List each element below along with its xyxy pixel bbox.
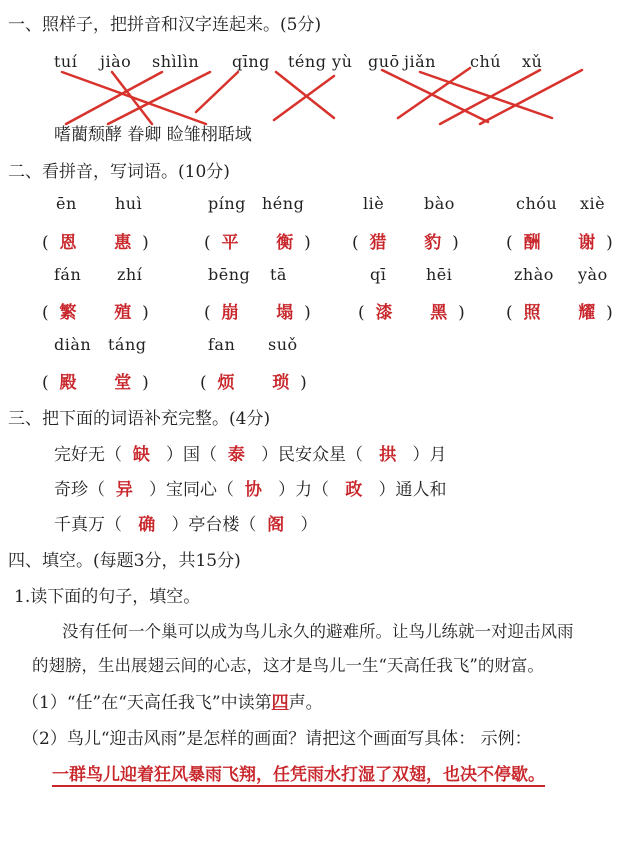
py-beng: bēng — [208, 265, 251, 284]
passage-line-1: 没有任何一个巢可以成为鸟儿永久的避难所。让鸟儿练就一对迎击风雨 — [62, 622, 574, 641]
py-dian: diàn — [54, 335, 92, 354]
answer-qihei: ( 漆 黑 ) — [358, 303, 465, 323]
match-line-1 — [62, 72, 206, 124]
answer-liebao: ( 猎 豹 ) — [352, 233, 459, 253]
passage-line-2: 的翅膀，生出展翅云间的心志，这才是鸟儿一生“天高任我飞”的财富。 — [32, 656, 544, 675]
py-bao: bào — [424, 194, 455, 213]
pinyin-tengyu: téng yù — [288, 52, 353, 71]
py-en: ēn — [56, 194, 77, 213]
answer-zhaoyao: ( 照 耀 ) — [506, 303, 613, 323]
py-zhao: zhào — [514, 265, 554, 284]
idiom-line-1: 完好无（ 缺 ）国（ 泰 ）民安众星（ 拱 ）月 — [54, 445, 447, 465]
py-tang: táng — [108, 335, 147, 354]
py-hei: hēi — [426, 265, 453, 284]
py-qi: qī — [370, 265, 387, 284]
pinyin-guo: guō — [368, 52, 400, 71]
py-ta: tā — [270, 265, 287, 284]
section2-heading: 二、看拼音，写词语。(10分) — [8, 162, 230, 182]
py-lie: liè — [363, 194, 385, 213]
match-line-7 — [274, 76, 334, 120]
answer-pingheng: ( 平 衡 ) — [204, 233, 311, 253]
pinyin-jian: jiǎn — [404, 52, 436, 71]
py-zhi: zhí — [117, 265, 143, 284]
pinyin-qing: qīng — [232, 52, 270, 71]
answer-fansuo: ( 烦 琐 ) — [200, 373, 307, 393]
idiom-line-3: 千真万（ 确 ）亭台楼（ 阁 ） — [54, 515, 318, 535]
section1-heading: 一、照样子，把拼音和汉字连起来。(5分) — [8, 15, 322, 35]
answer-sentence: 一群鸟儿迎着狂风暴雨飞翔，任凭雨水打湿了双翅，也决不停歇。 — [52, 765, 545, 785]
py-heng: héng — [262, 194, 305, 213]
py-chou: chóu — [516, 194, 558, 213]
answer-chouxie: ( 酬 谢 ) — [506, 233, 613, 253]
answer-enhui: ( 恩 惠 ) — [42, 233, 149, 253]
match-line-5 — [196, 72, 238, 112]
match-line-4 — [108, 72, 210, 124]
py-fan: fán — [54, 265, 82, 284]
py-hui: huì — [115, 194, 143, 213]
answer-bengta: ( 崩 塌 ) — [204, 303, 311, 323]
py-yao: yào — [578, 265, 608, 284]
section4-heading: 四、填空。(每题3分，共15分) — [8, 551, 241, 571]
pinyin-jiao: jiào — [100, 52, 132, 71]
section3-heading: 三、把下面的词语补充完整。(4分) — [8, 409, 271, 429]
tone-answer: 四 — [271, 693, 289, 713]
pinyin-xu: xǔ — [522, 52, 543, 71]
subquestion-2: （2）鸟儿“迎击风雨”是怎样的画面？请把这个画面写具体： 示例： — [22, 729, 532, 749]
py-suo: suǒ — [268, 335, 298, 354]
py-xie: xiè — [580, 194, 606, 213]
answer-fanzhi: ( 繁 殖 ) — [42, 303, 149, 323]
pinyin-shilin: shìlìn — [152, 52, 200, 71]
pinyin-tui: tuí — [54, 52, 78, 71]
answer-diantang: ( 殿 堂 ) — [42, 373, 149, 393]
section1-characters: 嗜藺颓酵 眷卿 睑雏栩聒域 — [54, 125, 252, 145]
match-line-10 — [398, 68, 470, 118]
py-fan2: fan — [208, 335, 236, 354]
question1-title: 1.读下面的句子，填空。 — [14, 587, 201, 607]
subquestion-1: （1）“任”在“天高任我飞”中读第四声。 — [22, 693, 323, 713]
py-ping: píng — [208, 194, 246, 213]
pinyin-chu: chú — [470, 52, 502, 71]
idiom-line-2: 奇珍（ 异 ）宝同心（ 协 ）力（ 政 ）通人和 — [54, 480, 447, 500]
